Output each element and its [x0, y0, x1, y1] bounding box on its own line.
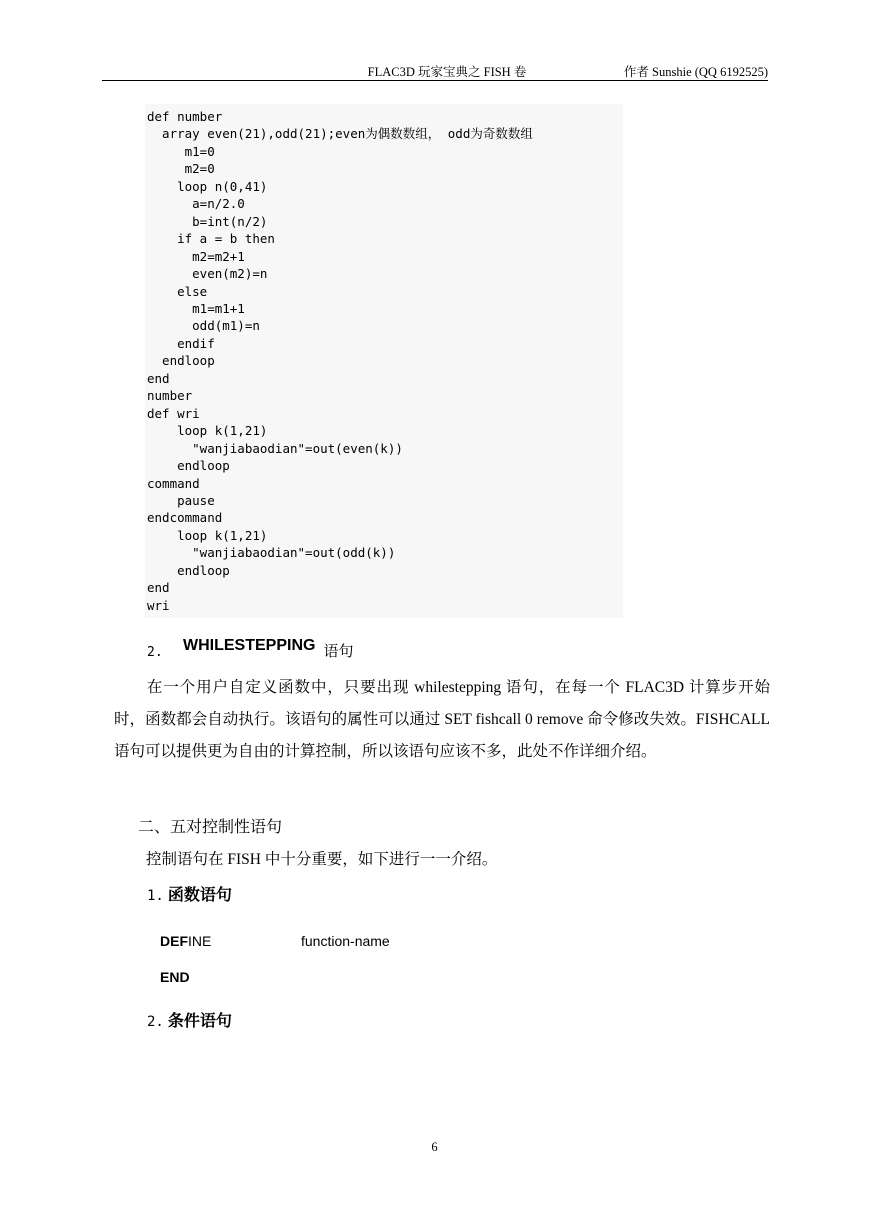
item-condition-statement [147, 1008, 232, 1031]
item-condition-label: 条件语句 [167, 1013, 232, 1030]
item-function-label: 函数语句 [167, 887, 232, 904]
whilestepping-number: 2. [147, 645, 163, 660]
header-author: 作者 Sunshie (QQ 6192525) [623, 65, 768, 79]
code-block [145, 104, 623, 618]
item-condition-number: 2. [147, 1014, 164, 1030]
section-heading-control: 二、五对控制性语句 [138, 819, 283, 836]
whilestepping-keyword: WHILESTEPPING [183, 637, 316, 654]
whilestepping-suffix: 语句 [323, 644, 354, 660]
syntax-define [160, 933, 390, 949]
item-function-number: 1. [147, 888, 164, 904]
page-header [102, 58, 768, 81]
paragraph-control-intro: 控制语句在 FISH 中十分重要，如下进行一一介绍。 [146, 851, 498, 868]
paragraph-whilestepping [114, 672, 770, 768]
syntax-end [160, 969, 190, 985]
item-function-statement [147, 882, 232, 905]
syntax-define-bold: DEF [160, 933, 188, 949]
syntax-define-rest: INE [188, 933, 212, 949]
paragraph-whilestepping-text: 在一个用户自定义函数中，只要出现 whilestepping 语句，在每一个 FLAC3D 计算步开始时，函数都会自动执行。该语句的属性可以通过 SET fishcall 0 remove 命令修改失效。FISHCALL 语句可以提供更为自由的计算控制，所以该语句应该不多，此处不作详细介绍。 [114, 679, 770, 760]
syntax-define-arg: function-name [301, 933, 390, 949]
syntax-end-keyword: END [160, 969, 190, 985]
page-number: 6 [431, 1140, 438, 1154]
whilestepping-heading [147, 637, 354, 661]
code-text: def number array even(21),odd(21);even为偶数数组， odd为奇数数组 m1=0 m2=0 loop n(0,41) a=n/2.0 b=int(n/2) if a = b then m2=m2+1 even(m2)=n else m1=m1+1 odd(m1)=n endif endloop end number def wri loop k(1,21) "wanjiabaodian"=out(even(k)) endloop command pause endcommand loop k(1,21) "wanjiabaodian"=out(odd(k)) endloop end wri [147, 109, 533, 613]
header-title: FLAC3D 玩家宝典之 FISH 卷 [367, 65, 527, 79]
